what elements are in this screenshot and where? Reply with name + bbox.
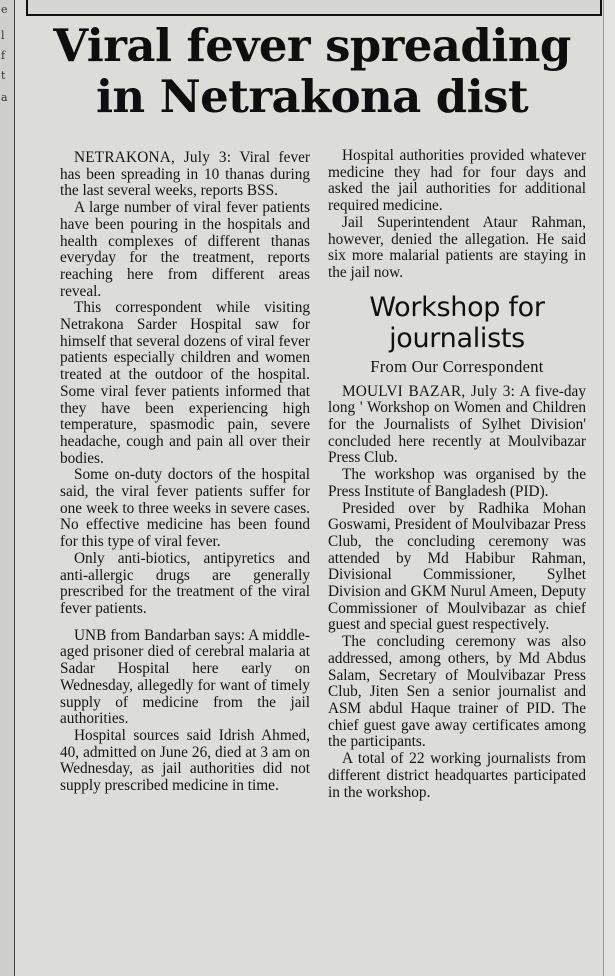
paragraph-text: Viral fever has been spreading in 10 thanas during the last several weeks, reports BSS. (60, 149, 310, 200)
article-paragraph: This correspondent while visiting Netrakona Sarder Hospital saw for himself that several dozens of viral fever patients especially children and women treated at the outdoor of the hospital. Some viral fever patients informed that they have been experiencing high temperature, spasmodic pain, severe headache, cough and pain all over their bodies. (60, 299, 310, 467)
right-column (328, 148, 586, 801)
article-paragraph: The workshop was organised by the Press Institute of Bangladesh (PID). (328, 466, 586, 500)
dateline: MOULVI BAZAR, July 3: (342, 382, 516, 400)
article-paragraph: Hospital authorities provided whatever medicine they had for four days and asked the jail authorities for additional required medicine. (328, 147, 586, 215)
article-paragraph (60, 150, 310, 200)
article-paragraph: Presided over by Radhika Mohan Goswami, President of Moulvibazar Press Club, the concluding ceremony was attended by Md Habibur Rahman, Divisional Commissioner, Sylhet Division and GKM Nurul Ameen, Deputy Commissioner of Moulvibazar as chief guest and special guest respectively. (328, 499, 586, 634)
margin-letter: t (1, 69, 6, 82)
article-paragraph: The concluding ceremony was also addressed, among others, by Md Abdus Salam, Secretary of Moulvibazar Press Club, Jiten Sen a senior journalist and ASM abdul Haque trainer of PID. The chief guest gave away certificates among the participants. (328, 633, 586, 751)
margin-letter: l (1, 29, 5, 42)
headline-line: journalists (389, 322, 525, 354)
paragraph-text: A five-day long ' Workshop on Women and Children for the Journalists of Sylhet Division' concluded here recently at Moulvibazar Press Club. (328, 382, 586, 467)
article-paragraph: UNB from Bandarban says: A middle-aged prisoner died of cerebral malaria at Sadar Hospital here early on Wednesday, allegedly for want of timely supply of medicine from the jail authorities. (60, 626, 310, 728)
workshop-headline (328, 292, 586, 354)
dateline: NETRAKONA, July 3: (74, 149, 232, 166)
left-column (60, 150, 310, 795)
article-paragraph: A total of 22 working journalists from different district headquartes participated in the workshop. (328, 750, 586, 801)
article-paragraph (328, 384, 586, 468)
margin-letter: f (1, 49, 6, 62)
article-paragraph: Some on-duty doctors of the hospital said, the viral fever patients suffer for one week to three weeks in severe cases. No effective medicine has been found for this type of viral fever. (60, 466, 310, 551)
article-paragraph: A large number of viral fever patients have been pouring in the hospitals and health complexes of different thanas everyday for the treatment, reports reaching here from different areas reveal. (60, 199, 310, 300)
headline-line: Viral fever spreading (53, 19, 571, 72)
main-headline (26, 20, 598, 122)
article-paragraph: Only anti-biotics, antipyretics and anti-allergic drugs are generally prescribed for the treatment of the viral fever patients. (60, 549, 310, 617)
headline-line: in Netrakona dist (95, 70, 529, 123)
margin-letter: e (1, 3, 8, 16)
headline-line: Workshop for (369, 291, 545, 323)
article-paragraph: Hospital sources said Idrish Ahmed, 40, admitted on June 26, died at 3 am on Wednesday, as jail authorities did not supply prescribed medicine in time. (60, 726, 310, 795)
byline: From Our Correspondent (370, 356, 544, 376)
margin-letter: a (1, 91, 8, 104)
article-paragraph: Jail Superintendent Ataur Rahman, however, denied the allegation. He said six more malarial patients are staying in the jail now. (328, 213, 586, 281)
top-box-rule (26, 0, 602, 16)
page-edge (603, 0, 615, 976)
adjacent-column-edge (0, 0, 15, 976)
